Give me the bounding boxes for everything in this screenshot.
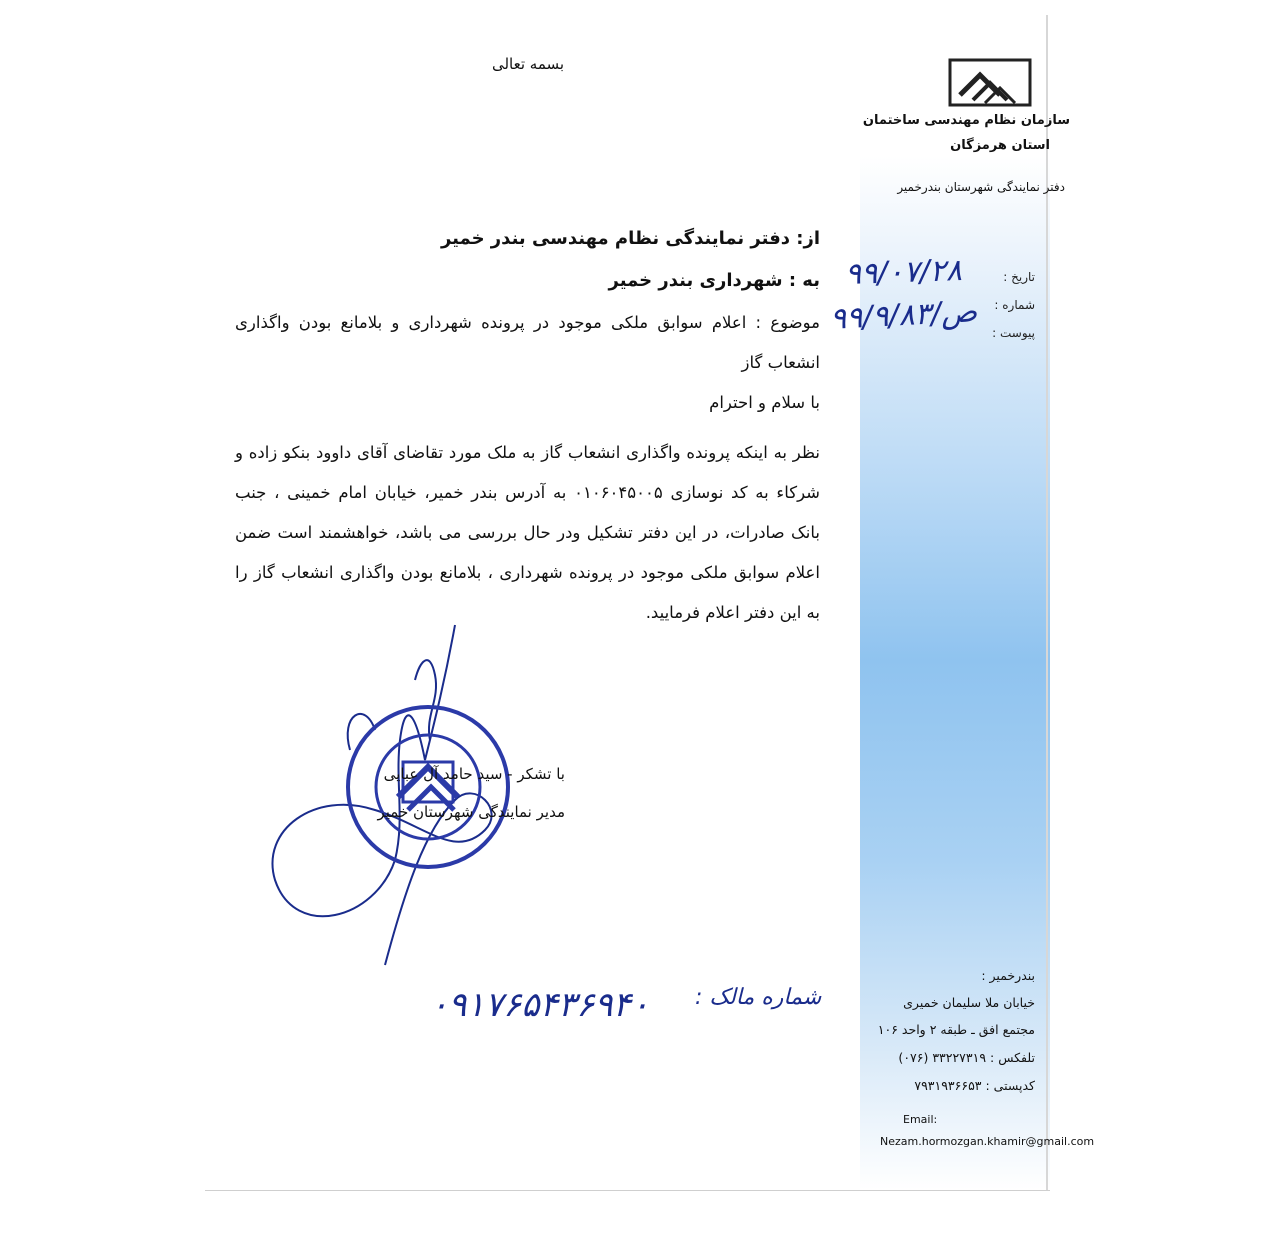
letter-subject: موضوع : اعلام سوابق ملکی موجود در پرونده شهرداری و بلامانع بودن واگذاری انشعاب گاز [235,313,820,372]
date-label: تاریخ : [1003,270,1035,284]
bismillah-heading: بسمه تعالی [491,55,565,73]
letter-from: از: دفتر نمایندگی نظام مهندسی بندر خمیر [440,228,820,249]
closing-signatory: با تشکر - سید حامد آل عبایی [383,765,565,783]
letter-to: به : شهرداری بندر خمیر [608,270,820,291]
address-building: مجتمع افق ـ طبقه ۲ واحد ۱۰۶ [877,1022,1035,1037]
handwritten-letter-number: ص/۹۹/۹/۸۳ [829,294,978,337]
attachment-label: پیوست : [992,326,1035,340]
email-address: Nezam.hormozgan.khamir@gmail.com [880,1135,1095,1148]
handwritten-date: ۹۹/۰۷/۲۸ [844,252,963,293]
handwritten-phone: ۰۹۱۷۶۵۴۳۶۹۴۰ [430,985,650,1025]
org-name: سازمان نظام مهندسی ساختمان [862,113,1070,128]
address-street: خیابان ملا سلیمان خمیری [903,995,1035,1010]
address-city: بندرخمیر : [981,968,1035,983]
number-label: شماره : [994,298,1035,312]
address-phone: تلفکس : ۳۳۲۲۷۳۱۹ (۰۷۶) [898,1050,1035,1065]
handwritten-owner-label: شماره مالک : [695,985,822,1010]
closing-title: مدیر نمایندگی شهرستان خمیر [377,803,565,821]
office-name: دفتر نمایندگی شهرستان بندرخمیر [897,180,1065,194]
letter-body: نظر به اینکه پرونده واگذاری انشعاب گاز به ملک مورد تقاضای آقای داوود بنکو زاده و شرکاء به کد نوسازی ۰۱۰۶۰۴۵۰۰۵ به آدرس بندر خمیر، خیابان امام خمینی ، جنب بانک صادرات، در این دفتر تشکیل ودر حال بررسی می باشد، خواهشمند است ضمن اعلام سوابق ملکی موجود در پرونده شهرداری ، بلامانع بودن واگذاری انشعاب گاز را به این دفتر اعلام فرمایید. [235,443,821,622]
letter-greeting: با سلام و احترام [709,393,820,412]
email-label: Email: [903,1113,938,1126]
official-stamp [343,702,513,872]
organization-logo [945,55,1035,110]
address-postal-code: کدپستی : ۷۹۳۱۹۳۶۶۵۳ [914,1078,1035,1093]
org-province: استان هرمزگان [950,138,1050,153]
